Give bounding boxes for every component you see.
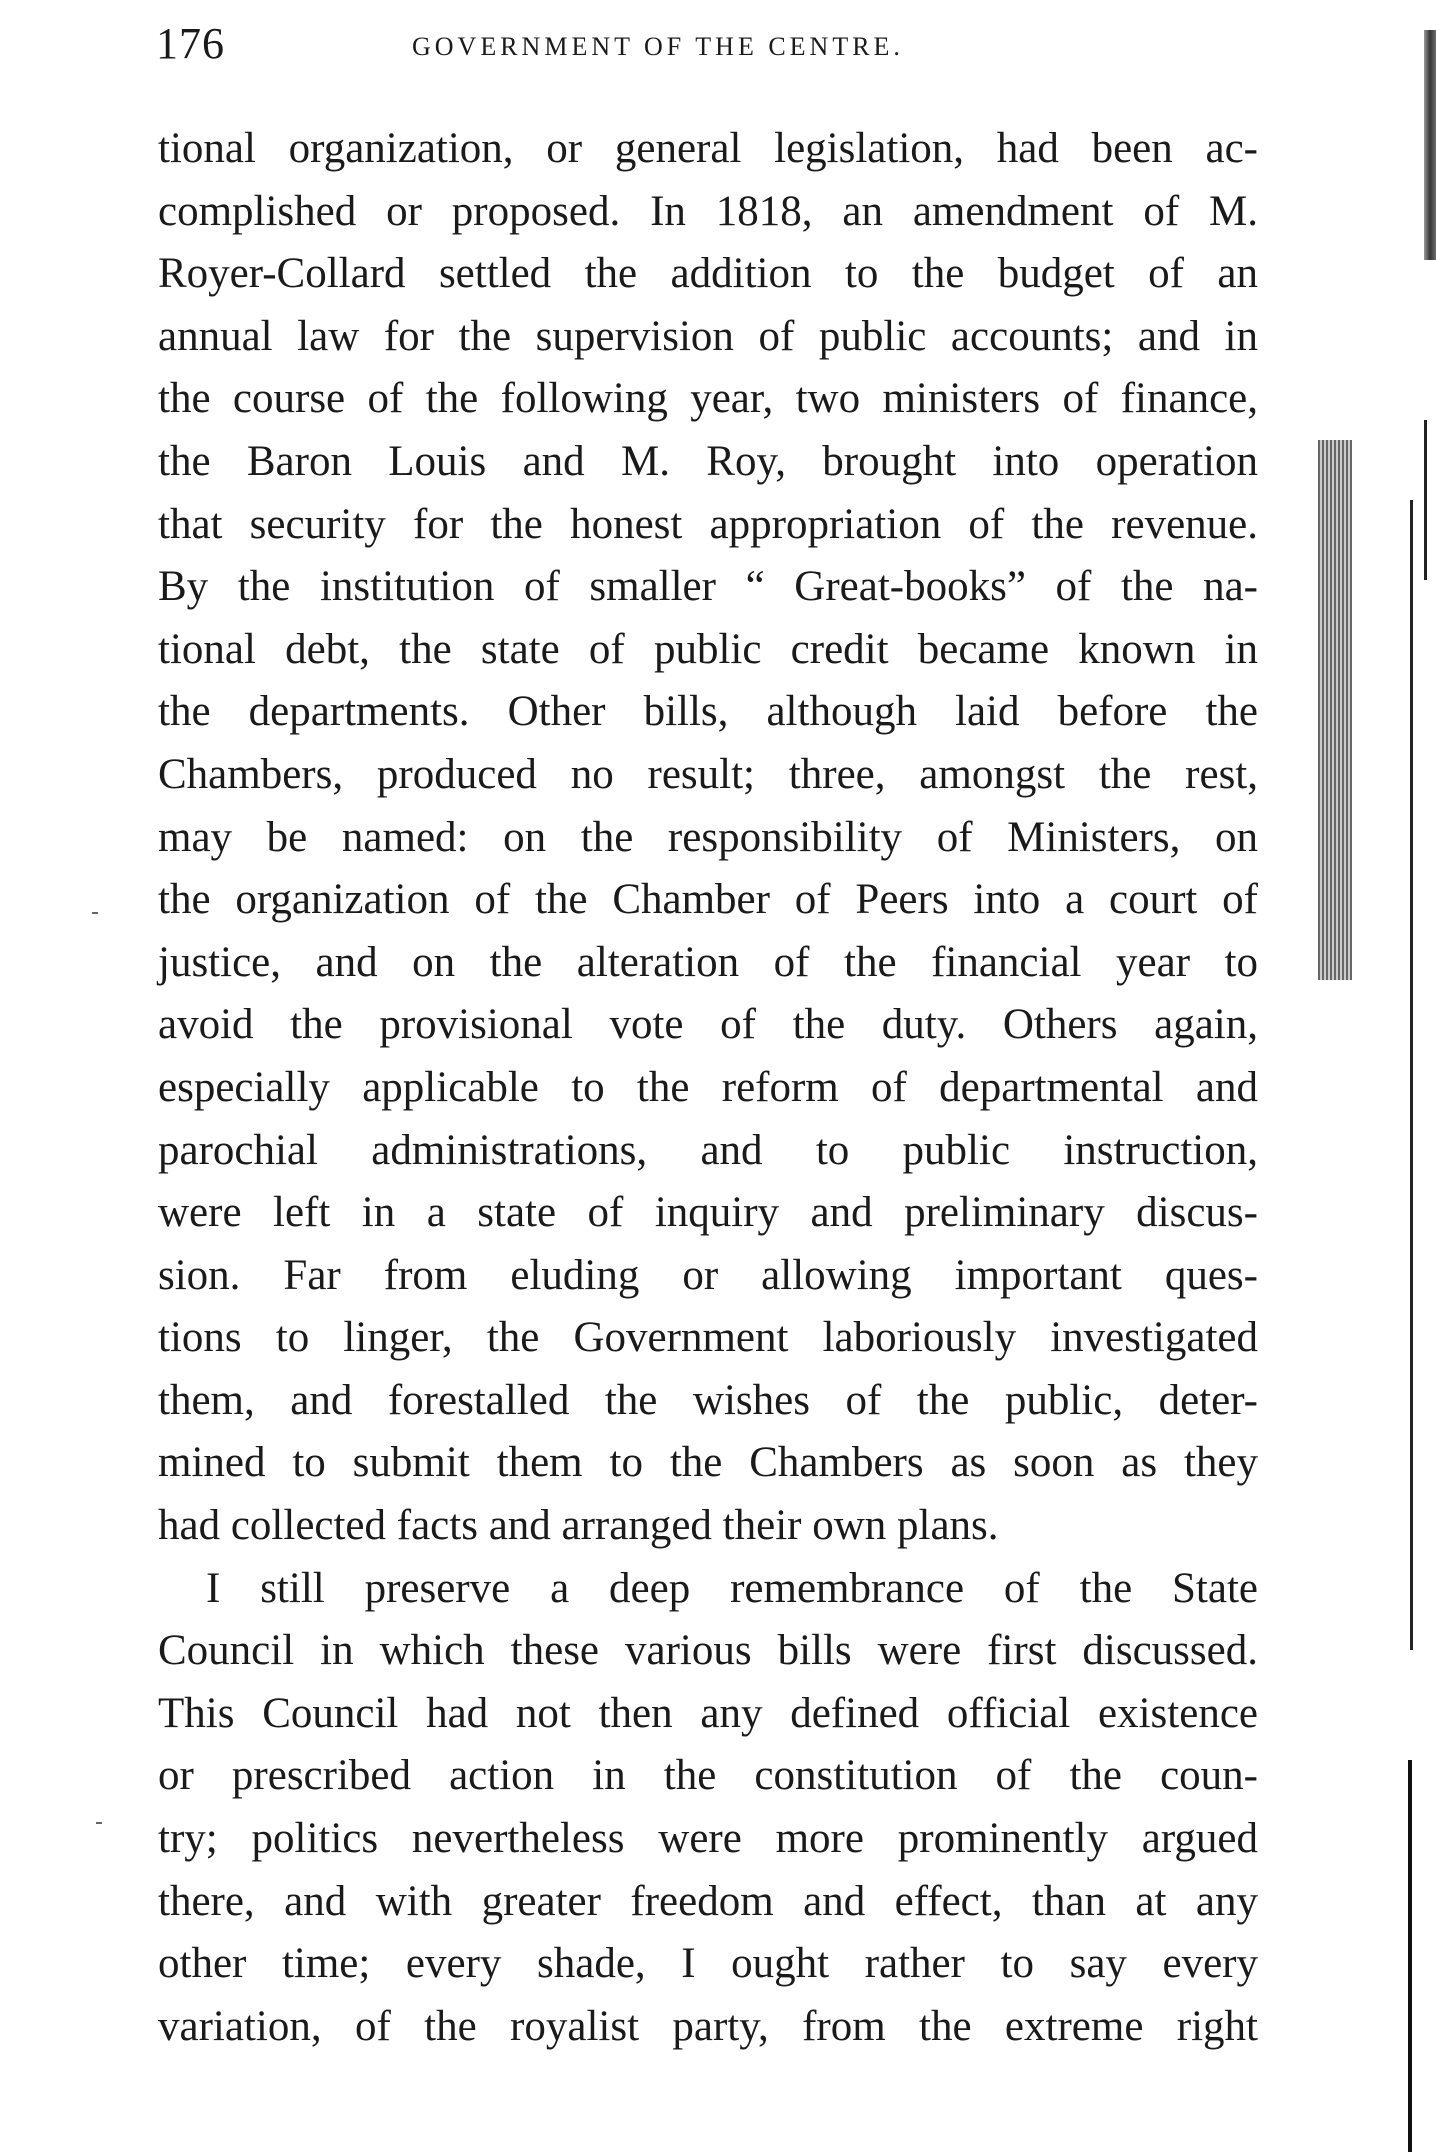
running-head <box>156 18 1256 78</box>
text-line: tional organization, or general legislation, had been ac- <box>158 125 1258 172</box>
scan-speck <box>92 912 98 914</box>
text-line: mined to submit them to the Chambers as soon as they <box>158 1439 1258 1487</box>
text-line: Council in which these various bills were first discussed. <box>158 1627 1258 1675</box>
text-line: tions to linger, the Government laboriously investigated <box>158 1314 1258 1362</box>
paragraph-start-line: I still preserve a deep remembrance of the State <box>206 1564 1258 1612</box>
text-line: variation, of the royalist party, from the extreme right <box>158 2002 1258 2050</box>
text-line: By the institution of smaller “ Great-books” of the na- <box>158 563 1258 611</box>
text-line: Chambers, produced no result; three, amongst the rest, <box>158 750 1258 798</box>
text-line: the organization of the Chamber of Peers into a court of <box>158 876 1258 924</box>
text-line: Royer-Collard settled the addition to the budget of an <box>158 250 1258 298</box>
page-edge-line <box>1410 500 1413 1650</box>
page-number: 176 <box>156 19 225 68</box>
scan-speck <box>96 1822 102 1824</box>
paragraph-end-line: had collected facts and arranged their own plans. <box>158 1502 999 1550</box>
text-line: the course of the following year, two ministers of finance, <box>158 375 1258 423</box>
text-line: complished or proposed. In 1818, an amendment of M. <box>158 187 1258 235</box>
text-line: or prescribed action in the constitution of the coun- <box>158 1752 1258 1800</box>
text-line: that security for the honest appropriation of the revenue. <box>158 500 1258 548</box>
text-line: avoid the provisional vote of the duty. Others again, <box>158 1001 1258 1049</box>
text-line: the Baron Louis and M. Roy, brought into operation <box>158 437 1258 485</box>
text-line: try; politics nevertheless were more prominently argued <box>158 1815 1258 1863</box>
text-line: This Council had not then any defined official existence <box>158 1689 1258 1737</box>
text-line: tional debt, the state of public credit became known in <box>158 625 1258 673</box>
body-text <box>158 118 1258 2058</box>
text-line: the departments. Other bills, although laid before the <box>158 688 1258 736</box>
running-title: GOVERNMENT OF THE CENTRE. <box>412 32 904 61</box>
text-line: there, and with greater freedom and effect, than at any <box>158 1877 1258 1925</box>
page-edge-line <box>1424 420 1427 580</box>
text-line: were left in a state of inquiry and preliminary discus- <box>158 1189 1258 1237</box>
binding-shadow-top <box>1424 30 1436 260</box>
text-line: especially applicable to the reform of departmental and <box>158 1063 1258 1111</box>
binding-bleed-through <box>1318 440 1352 980</box>
text-line: parochial administrations, and to public instruction, <box>158 1126 1258 1174</box>
text-line: other time; every shade, I ought rather to say every <box>158 1940 1258 1988</box>
text-line: annual law for the supervision of public accounts; and in <box>158 312 1258 360</box>
text-line: sion. Far from eluding or allowing important ques- <box>158 1251 1258 1299</box>
text-line: justice, and on the alteration of the financial year to <box>158 938 1258 986</box>
text-line: them, and forestalled the wishes of the public, deter- <box>158 1376 1258 1424</box>
page-edge-line <box>1408 1760 1412 2152</box>
text-line: may be named: on the responsibility of Ministers, on <box>158 813 1258 861</box>
